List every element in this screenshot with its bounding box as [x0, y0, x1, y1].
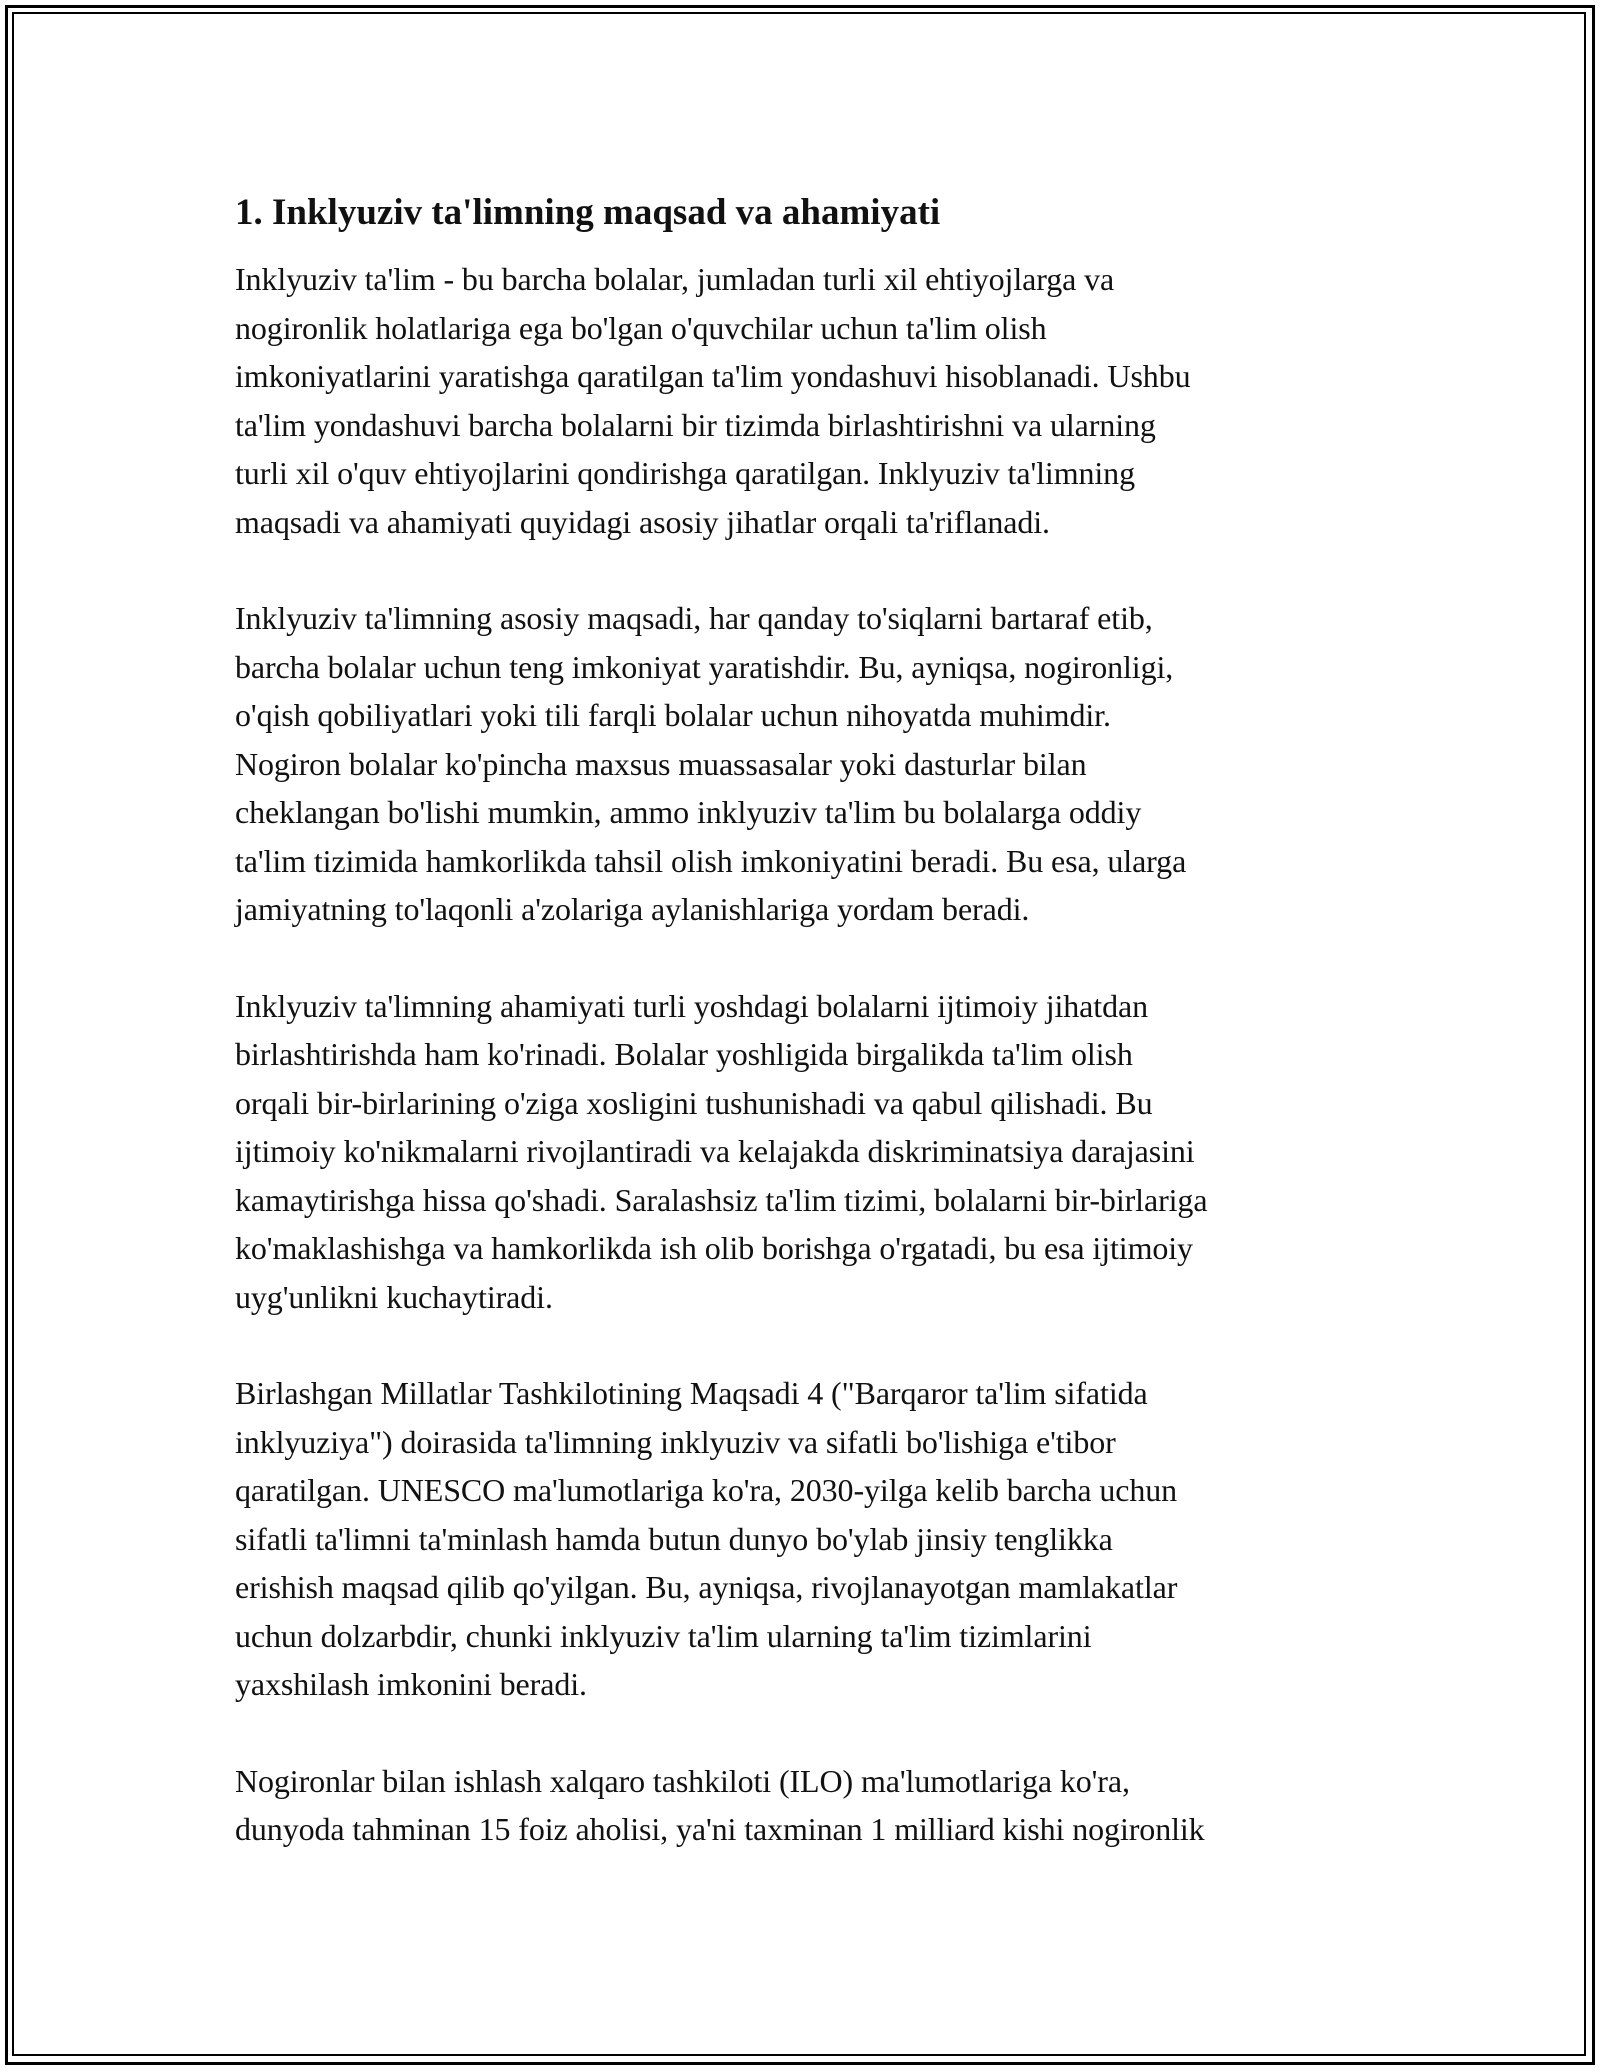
text-line: Inklyuziv ta'limning ahamiyati turli yoshdagi bolalarni ijtimoiy jihatdan [235, 987, 1148, 1024]
text-line: uyg'unlikni kuchaytiradi. [235, 1278, 553, 1315]
text-line: dunyoda tahminan 15 foiz aholisi, ya'ni taxminan 1 milliard kishi nogironlik [235, 1811, 1205, 1847]
paragraph-5 [235, 1757, 1365, 1854]
text-line: Inklyuziv ta'lim - bu barcha bolalar, jumladan turli xil ehtiyojlarga va [235, 261, 1115, 297]
text-line: Nogiron bolalar ko'pincha maxsus muassasalar yoki dasturlar bilan [235, 745, 1087, 782]
text-line: turli xil o'quv ehtiyojlarini qondirishga qaratilgan. Inklyuziv ta'limning [235, 455, 1135, 491]
text-line: barcha bolalar uchun teng imkoniyat yaratishdir. Bu, ayniqsa, nogironligi, [235, 648, 1174, 685]
text-line: kamaytirishga hissa qo'shadi. Saralashsiz ta'lim tizimi, bolalarni bir-birlariga [235, 1181, 1208, 1218]
paragraph-2 [235, 594, 1365, 934]
text-line: qaratilgan. UNESCO ma'lumotlariga ko'ra, 2030-yilga kelib barcha uchun [235, 1472, 1178, 1508]
text-line: erishish maqsad qilib qo'yilgan. Bu, ayniqsa, rivojlanayotgan mamlakatlar [235, 1569, 1178, 1605]
text-line: ta'lim yondashuvi barcha bolalarni bir tizimda birlashtirishni va ularning [235, 406, 1156, 443]
document-body [235, 185, 1365, 1902]
paragraph-4 [235, 1369, 1365, 1709]
text-line: yaxshilash imkonini beradi. [235, 1666, 587, 1702]
text-line: uchun dolzarbdir, chunki inklyuziv ta'lim ularning ta'lim tizimlarini [235, 1617, 1092, 1654]
text-line: Nogironlar bilan ishlash xalqaro tashkiloti (ILO) ma'lumotlariga ko'ra, [235, 1762, 1130, 1799]
text-line: ijtimoiy ko'nikmalarni rivojlantiradi va kelajakda diskriminatsiya darajasini [235, 1133, 1195, 1169]
text-line: ta'lim tizimida hamkorlikda tahsil olish imkoniyatini beradi. Bu esa, ularga [235, 842, 1187, 879]
text-line: jamiyatning to'laqonli a'zolariga aylanishlariga yordam beradi. [235, 891, 1030, 927]
text-line: imkoniyatlarini yaratishga qaratilgan ta'lim yondashuvi hisoblanadi. Ushbu [235, 358, 1191, 394]
paragraph-3 [235, 982, 1365, 1322]
text-line: sifatli ta'limni ta'minlash hamda butun dunyo bo'ylab jinsiy tenglikka [235, 1520, 1113, 1557]
section-heading: 1. Inklyuziv ta'limning maqsad va ahamiyati [235, 192, 941, 233]
text-line: birlashtirishda ham ko'rinadi. Bolalar yoshligida birgalikda ta'lim olish [235, 1036, 1133, 1072]
text-line: nogironlik holatlariga ega bo'lgan o'quvchilar uchun ta'lim olish [235, 309, 1047, 346]
paragraph-1 [235, 255, 1365, 546]
text-line: orqali bir-birlarining o'ziga xosligini tushunishadi va qabul qilishadi. Bu [235, 1084, 1153, 1121]
text-line: maqsadi va ahamiyati quyidagi asosiy jihatlar orqali ta'riflanadi. [235, 503, 1050, 540]
text-line: cheklangan bo'lishi mumkin, ammo inklyuziv ta'lim bu bolalarga oddiy [235, 794, 1142, 830]
text-line: inklyuziya") doirasida ta'limning inklyuziv va sifatli bo'lishiga e'tibor [235, 1423, 1116, 1460]
text-line: Inklyuziv ta'limning asosiy maqsadi, har qanday to'siqlarni bartaraf etib, [235, 600, 1153, 636]
text-line: ko'maklashishga va hamkorlikda ish olib borishga o'rgatadi, bu esa ijtimoiy [235, 1230, 1193, 1266]
text-line: o'qish qobiliyatlari yoki tili farqli bolalar uchun nihoyatda muhimdir. [235, 697, 1111, 733]
text-line: Birlashgan Millatlar Tashkilotining Maqsadi 4 ("Barqaror ta'lim sifatida [235, 1375, 1148, 1411]
